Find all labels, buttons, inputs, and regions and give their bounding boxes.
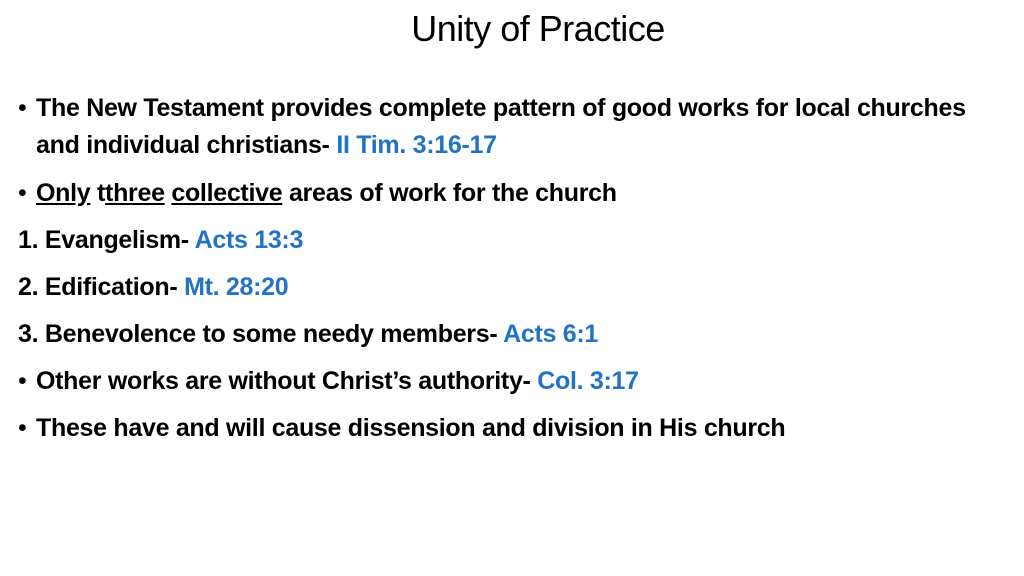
slide-body — [18, 90, 1008, 457]
bullet-icon: • — [18, 414, 27, 442]
numbered-item-benevolence — [18, 316, 1008, 352]
bullet-text: Other works are without Christ’s authority- — [36, 367, 531, 395]
scripture-reference: II Tim. 3:16-17 — [336, 131, 497, 159]
scripture-reference: Mt. 28:20 — [184, 273, 289, 301]
numbered-text: 3. Benevolence to some needy members- — [18, 320, 498, 348]
numbered-text: 2. Edification- — [18, 273, 178, 301]
underlined-word-only: Only — [36, 179, 91, 207]
numbered-item-edification — [18, 269, 1008, 305]
bullet-item-dissension — [18, 410, 1008, 446]
scripture-reference: Col. 3:17 — [537, 367, 639, 395]
bullet-item-collective-areas — [18, 175, 1008, 211]
numbered-text: 1. Evangelism- — [18, 226, 189, 254]
bullet-text: These have and will cause dissension and division in His church — [36, 414, 786, 442]
bullet-item-other-works — [18, 363, 1008, 399]
bullet-text: The New Testament provides complete pattern of good works for local churches and individual christians- — [36, 94, 966, 159]
bullet-text-fragment: areas of work for the church — [282, 179, 617, 207]
bullet-icon: • — [18, 367, 27, 395]
bullet-icon: • — [18, 94, 27, 122]
slide-title: Unity of Practice — [411, 8, 665, 49]
scripture-reference: Acts 13:3 — [194, 226, 304, 254]
bullet-text-fragment: t — [90, 179, 106, 207]
scripture-reference: Acts 6:1 — [503, 320, 598, 348]
numbered-item-evangelism — [18, 222, 1008, 258]
underlined-word-three: three — [105, 179, 165, 207]
bullet-icon: • — [18, 179, 27, 207]
bullet-item-pattern — [18, 90, 1008, 164]
underlined-word-collective: collective — [171, 179, 283, 207]
